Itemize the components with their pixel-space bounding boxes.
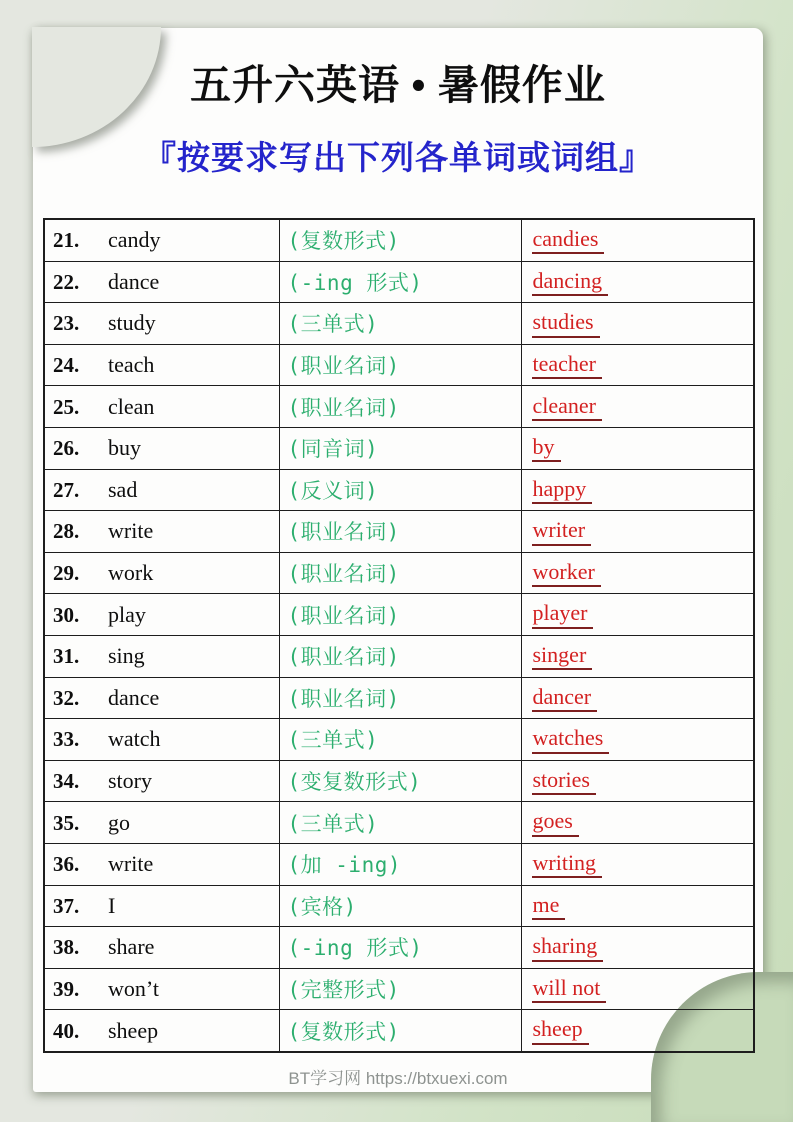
- word-cell: [44, 303, 279, 345]
- answer-cell: [521, 594, 754, 636]
- row-answer: worker: [532, 559, 601, 587]
- answer-cell: [521, 719, 754, 761]
- table-row: [44, 760, 754, 802]
- word-cell: [44, 427, 279, 469]
- row-hint: (同音词): [287, 437, 379, 462]
- row-word: clean: [108, 393, 155, 419]
- word-cell: [44, 635, 279, 677]
- hint-cell: [279, 885, 521, 927]
- row-answer: sharing: [532, 933, 604, 961]
- row-word: sheep: [108, 1017, 159, 1043]
- row-number: 30.: [53, 602, 80, 627]
- row-word: study: [108, 310, 156, 336]
- row-hint: (完整形式): [287, 977, 400, 1002]
- row-word: share: [108, 934, 155, 960]
- row-number: 40.: [53, 1018, 80, 1043]
- row-answer: singer: [532, 642, 593, 670]
- answer-cell: [521, 469, 754, 511]
- row-answer: writing: [532, 850, 603, 878]
- hint-cell: [279, 219, 521, 261]
- word-cell: [44, 386, 279, 428]
- row-number: 23.: [53, 311, 80, 336]
- row-number: 32.: [53, 685, 80, 710]
- row-answer: candies: [532, 226, 605, 254]
- row-word: play: [108, 601, 146, 627]
- row-hint: (加 -ing): [287, 853, 402, 878]
- answer-cell: [521, 219, 754, 261]
- row-hint: (职业名词): [287, 562, 400, 587]
- row-answer: by: [532, 434, 561, 462]
- answer-cell: [521, 760, 754, 802]
- row-number: 28.: [53, 519, 80, 544]
- table-row: [44, 968, 754, 1010]
- word-cell: [44, 802, 279, 844]
- row-answer: watches: [532, 725, 610, 753]
- word-cell: [44, 511, 279, 553]
- row-hint: (-ing 形式): [287, 936, 423, 961]
- answer-cell: [521, 1010, 754, 1052]
- row-hint: (反义词): [287, 478, 379, 503]
- row-answer: player: [532, 600, 594, 628]
- hint-cell: [279, 760, 521, 802]
- word-cell: [44, 677, 279, 719]
- table-row: [44, 261, 754, 303]
- row-number: 31.: [53, 644, 80, 669]
- word-cell: [44, 719, 279, 761]
- row-number: 25.: [53, 394, 80, 419]
- page-title: 五升六英语 • 暑假作业: [190, 62, 606, 108]
- row-answer: goes: [532, 808, 579, 836]
- hint-cell: [279, 719, 521, 761]
- row-number: 37.: [53, 893, 80, 918]
- row-answer: studies: [532, 309, 600, 337]
- page-subtitle: 『按要求写出下列各单词或词组』: [143, 141, 653, 177]
- row-hint: (职业名词): [287, 686, 400, 711]
- hint-cell: [279, 469, 521, 511]
- row-word: watch: [108, 726, 161, 752]
- hint-cell: [279, 594, 521, 636]
- row-hint: (职业名词): [287, 603, 400, 628]
- hint-cell: [279, 1010, 521, 1052]
- hint-cell: [279, 427, 521, 469]
- word-cell: [44, 344, 279, 386]
- worksheet-card: [33, 28, 763, 1092]
- row-hint: (复数形式): [287, 229, 400, 254]
- row-answer: sheep: [532, 1016, 589, 1044]
- word-cell: [44, 927, 279, 969]
- row-hint: (变复数形式): [287, 770, 422, 795]
- row-word: teach: [108, 352, 155, 378]
- row-number: 22.: [53, 269, 80, 294]
- word-cell: [44, 219, 279, 261]
- row-hint: (职业名词): [287, 520, 400, 545]
- hint-cell: [279, 303, 521, 345]
- table-row: [44, 594, 754, 636]
- row-word: sad: [108, 476, 138, 502]
- row-answer: me: [532, 892, 566, 920]
- table-row: [44, 427, 754, 469]
- answer-cell: [521, 261, 754, 303]
- hint-cell: [279, 344, 521, 386]
- hint-cell: [279, 386, 521, 428]
- table-row: [44, 219, 754, 261]
- answer-cell: [521, 344, 754, 386]
- vocab-table: [43, 218, 755, 1053]
- table-row: [44, 386, 754, 428]
- hint-cell: [279, 843, 521, 885]
- answer-cell: [521, 802, 754, 844]
- row-hint: (-ing 形式): [287, 270, 423, 295]
- hint-cell: [279, 927, 521, 969]
- row-number: 36.: [53, 852, 80, 877]
- row-answer: dancer: [532, 684, 598, 712]
- row-word: write: [108, 518, 154, 544]
- row-hint: (复数形式): [287, 1019, 400, 1044]
- row-answer: cleaner: [532, 393, 603, 421]
- word-cell: [44, 469, 279, 511]
- row-number: 34.: [53, 769, 80, 794]
- row-word: work: [108, 560, 154, 586]
- hint-cell: [279, 511, 521, 553]
- word-cell: [44, 261, 279, 303]
- footer-credit: BT学习网 https://btxuexi.com: [288, 1069, 508, 1088]
- row-word: I: [108, 892, 116, 918]
- row-word: buy: [108, 435, 141, 461]
- table-row: [44, 802, 754, 844]
- row-hint: (职业名词): [287, 645, 400, 670]
- row-answer: teacher: [532, 351, 603, 379]
- word-cell: [44, 968, 279, 1010]
- answer-cell: [521, 427, 754, 469]
- answer-cell: [521, 885, 754, 927]
- row-word: candy: [108, 227, 161, 253]
- table-row: [44, 552, 754, 594]
- table-row: [44, 885, 754, 927]
- answer-cell: [521, 927, 754, 969]
- row-word: write: [108, 851, 154, 877]
- hint-cell: [279, 261, 521, 303]
- row-hint: (职业名词): [287, 354, 400, 379]
- answer-cell: [521, 635, 754, 677]
- word-cell: [44, 594, 279, 636]
- row-hint: (职业名词): [287, 395, 400, 420]
- row-number: 38.: [53, 935, 80, 960]
- row-hint: (三单式): [287, 728, 379, 753]
- vocab-table-body: [44, 219, 754, 1052]
- answer-cell: [521, 552, 754, 594]
- table-row: [44, 635, 754, 677]
- answer-cell: [521, 511, 754, 553]
- row-word: dance: [108, 684, 160, 710]
- answer-cell: [521, 386, 754, 428]
- table-row: [44, 927, 754, 969]
- row-answer: writer: [532, 517, 592, 545]
- table-row: [44, 843, 754, 885]
- table-row: [44, 1010, 754, 1052]
- table-row: [44, 344, 754, 386]
- row-word: go: [108, 809, 130, 835]
- table-row: [44, 469, 754, 511]
- hint-cell: [279, 635, 521, 677]
- row-word: story: [108, 768, 152, 794]
- word-cell: [44, 760, 279, 802]
- table-row: [44, 719, 754, 761]
- word-cell: [44, 843, 279, 885]
- row-hint: (三单式): [287, 312, 379, 337]
- row-number: 33.: [53, 727, 80, 752]
- hint-cell: [279, 802, 521, 844]
- table-row: [44, 303, 754, 345]
- row-number: 24.: [53, 353, 80, 378]
- table-row: [44, 511, 754, 553]
- hint-cell: [279, 677, 521, 719]
- row-hint: (宾格): [287, 894, 357, 919]
- row-answer: will not: [532, 975, 607, 1003]
- row-word: dance: [108, 268, 160, 294]
- hint-cell: [279, 552, 521, 594]
- answer-cell: [521, 677, 754, 719]
- answer-cell: [521, 843, 754, 885]
- word-cell: [44, 885, 279, 927]
- row-answer: dancing: [532, 268, 609, 296]
- table-row: [44, 677, 754, 719]
- answer-cell: [521, 303, 754, 345]
- row-number: 26.: [53, 436, 80, 461]
- row-word: won’t: [108, 975, 159, 1001]
- row-number: 27.: [53, 477, 80, 502]
- row-hint: (三单式): [287, 811, 379, 836]
- row-word: sing: [108, 643, 145, 669]
- row-number: 21.: [53, 228, 80, 253]
- word-cell: [44, 552, 279, 594]
- answer-cell: [521, 968, 754, 1010]
- row-answer: happy: [532, 476, 593, 504]
- hint-cell: [279, 968, 521, 1010]
- word-cell: [44, 1010, 279, 1052]
- row-number: 35.: [53, 810, 80, 835]
- row-answer: stories: [532, 767, 596, 795]
- row-number: 39.: [53, 976, 80, 1001]
- row-number: 29.: [53, 561, 80, 586]
